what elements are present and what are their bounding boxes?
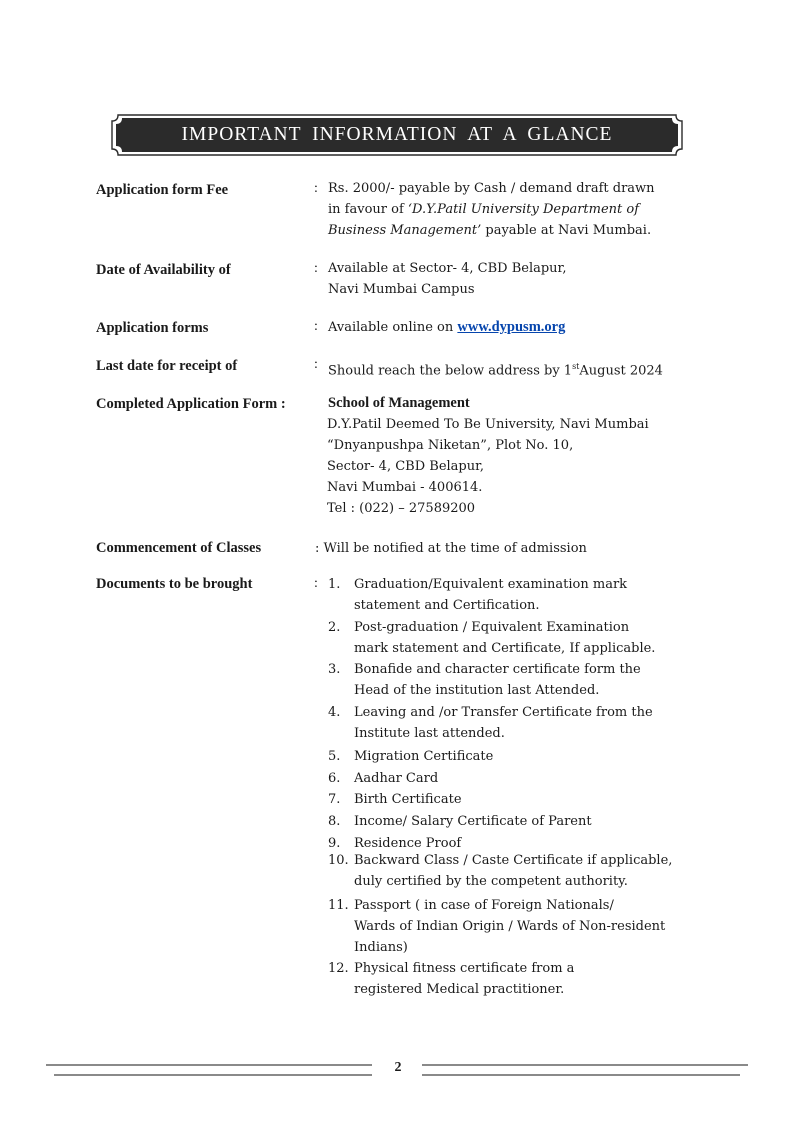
availability-line-2: Navi Mumbai Campus <box>328 282 475 297</box>
document-item-number: 6. <box>328 771 341 786</box>
document-item-text <box>354 768 438 789</box>
document-item-text <box>354 895 665 958</box>
document-item <box>328 574 627 616</box>
document-item-line: Residence Proof <box>354 836 462 851</box>
document-item-line: Post-graduation / Equivalent Examination <box>354 620 630 635</box>
document-item-number: 8. <box>328 814 341 829</box>
label-commencement: Commencement of Classes <box>96 540 262 556</box>
label-application-fee: Application form Fee <box>96 182 229 198</box>
document-item-line: Backward Class / Caste Certificate if applicable, <box>354 853 673 868</box>
document-item-line: statement and Certification. <box>354 598 540 613</box>
document-item-text <box>354 702 653 744</box>
document-item <box>328 789 462 810</box>
document-item-line: Passport ( in case of Foreign Nationals/ <box>354 898 614 913</box>
address-telephone: Tel : (022) – 27589200 <box>327 501 476 516</box>
document-item <box>328 746 493 767</box>
label-documents: Documents to be brought <box>96 576 253 592</box>
document-item-line: Income/ Salary Certificate of Parent <box>354 814 592 829</box>
document-item-line: Bonafide and character certificate form the <box>354 662 641 677</box>
document-item <box>328 659 641 701</box>
address-building: “Dnyanpushpa Niketan”, Plot No. 10, <box>327 438 574 453</box>
fee-line-2-prefix: in favour of <box>328 202 408 217</box>
document-item-line: Wards of Indian Origin / Wards of Non-resident <box>354 919 666 934</box>
title-banner <box>108 113 686 157</box>
document-item-line: Indians) <box>354 940 408 955</box>
last-date-sup: st <box>572 362 580 371</box>
document-item-line: duly certified by the competent authority. <box>354 874 628 889</box>
value-last-date <box>328 356 663 381</box>
label-completed-application-form: Completed Application Form : <box>96 396 286 412</box>
document-item-number: 5. <box>328 749 341 764</box>
forms-text: Available online on <box>328 320 458 335</box>
address-sector: Sector- 4, CBD Belapur, <box>327 459 485 474</box>
fee-line-3-suffix: payable at Navi Mumbai. <box>481 223 652 238</box>
document-item-number: 1. <box>328 577 341 592</box>
document-item <box>328 811 592 832</box>
document-item-number: 12. <box>328 961 349 976</box>
value-address <box>328 393 470 414</box>
document-item-text <box>354 746 493 767</box>
fee-payee-name-cont: Business Management’ <box>328 223 482 238</box>
last-date-month: August 2024 <box>579 363 663 379</box>
address-city: Navi Mumbai - 400614. <box>327 480 483 495</box>
colon: : <box>314 357 318 372</box>
document-item-text <box>354 958 574 1000</box>
document-item-line: Migration Certificate <box>354 749 494 764</box>
document-item <box>328 702 653 744</box>
document-item-number: 9. <box>328 836 341 851</box>
fee-line-1: Rs. 2000/- payable by Cash / demand draft drawn <box>328 181 655 196</box>
colon: : <box>314 319 318 334</box>
address-university: D.Y.Patil Deemed To Be University, Navi Mumbai <box>327 417 649 432</box>
document-item <box>328 958 574 1000</box>
value-address-block <box>327 414 649 519</box>
value-availability <box>328 258 566 300</box>
document-item <box>328 850 672 892</box>
address-school: School of Management <box>328 395 470 411</box>
document-item-text <box>354 789 462 810</box>
document-item-number: 11. <box>328 898 349 913</box>
document-item-number: 7. <box>328 792 341 807</box>
availability-line-1: Available at Sector- 4, CBD Belapur, <box>328 261 567 276</box>
document-item-number: 2. <box>328 620 341 635</box>
document-item-line: mark statement and Certificate, If applicable. <box>354 641 656 656</box>
document-item <box>328 768 438 789</box>
document-item-text <box>354 617 655 659</box>
colon: : <box>314 576 318 591</box>
document-item-line: Institute last attended. <box>354 726 505 741</box>
document-item-number: 4. <box>328 705 341 720</box>
fee-line-2 <box>328 199 655 220</box>
document-item-text <box>354 574 627 616</box>
last-date-text: Should reach the below address by 1 <box>328 363 573 379</box>
page-number: 2 <box>394 1060 402 1075</box>
colon: : <box>314 261 318 276</box>
website-link[interactable]: www.dypusm.org <box>457 319 566 335</box>
label-date-of-availability: Date of Availability of <box>96 262 231 278</box>
label-last-date: Last date for receipt of <box>96 358 238 374</box>
document-item-line: registered Medical practitioner. <box>354 982 565 997</box>
fee-payee-name: ‘D.Y.Patil University Department of <box>407 202 640 217</box>
document-item-line: Leaving and /or Transfer Certificate from the <box>354 705 653 720</box>
document-item-line: Aadhar Card <box>354 771 439 786</box>
document-item-number: 10. <box>328 853 349 868</box>
document-item-line: Graduation/Equivalent examination mark <box>354 577 628 592</box>
document-item-line: Birth Certificate <box>354 792 462 807</box>
page-title: IMPORTANT INFORMATION AT A GLANCE <box>181 124 613 145</box>
document-item-text <box>354 659 641 701</box>
colon: : <box>314 181 318 196</box>
fee-line-3 <box>328 220 655 241</box>
document-item-line: Head of the institution last Attended. <box>354 683 600 698</box>
document-item-number: 3. <box>328 662 341 677</box>
document-item <box>328 895 665 958</box>
value-commencement: : Will be notified at the time of admission <box>315 541 587 556</box>
document-item-text <box>354 850 672 892</box>
document-item-line: Physical fitness certificate from a <box>354 961 575 976</box>
value-application-fee <box>328 178 655 241</box>
value-application-forms <box>328 317 565 338</box>
document-item-text <box>354 811 592 832</box>
label-application-forms: Application forms <box>96 320 209 336</box>
document-item <box>328 617 655 659</box>
